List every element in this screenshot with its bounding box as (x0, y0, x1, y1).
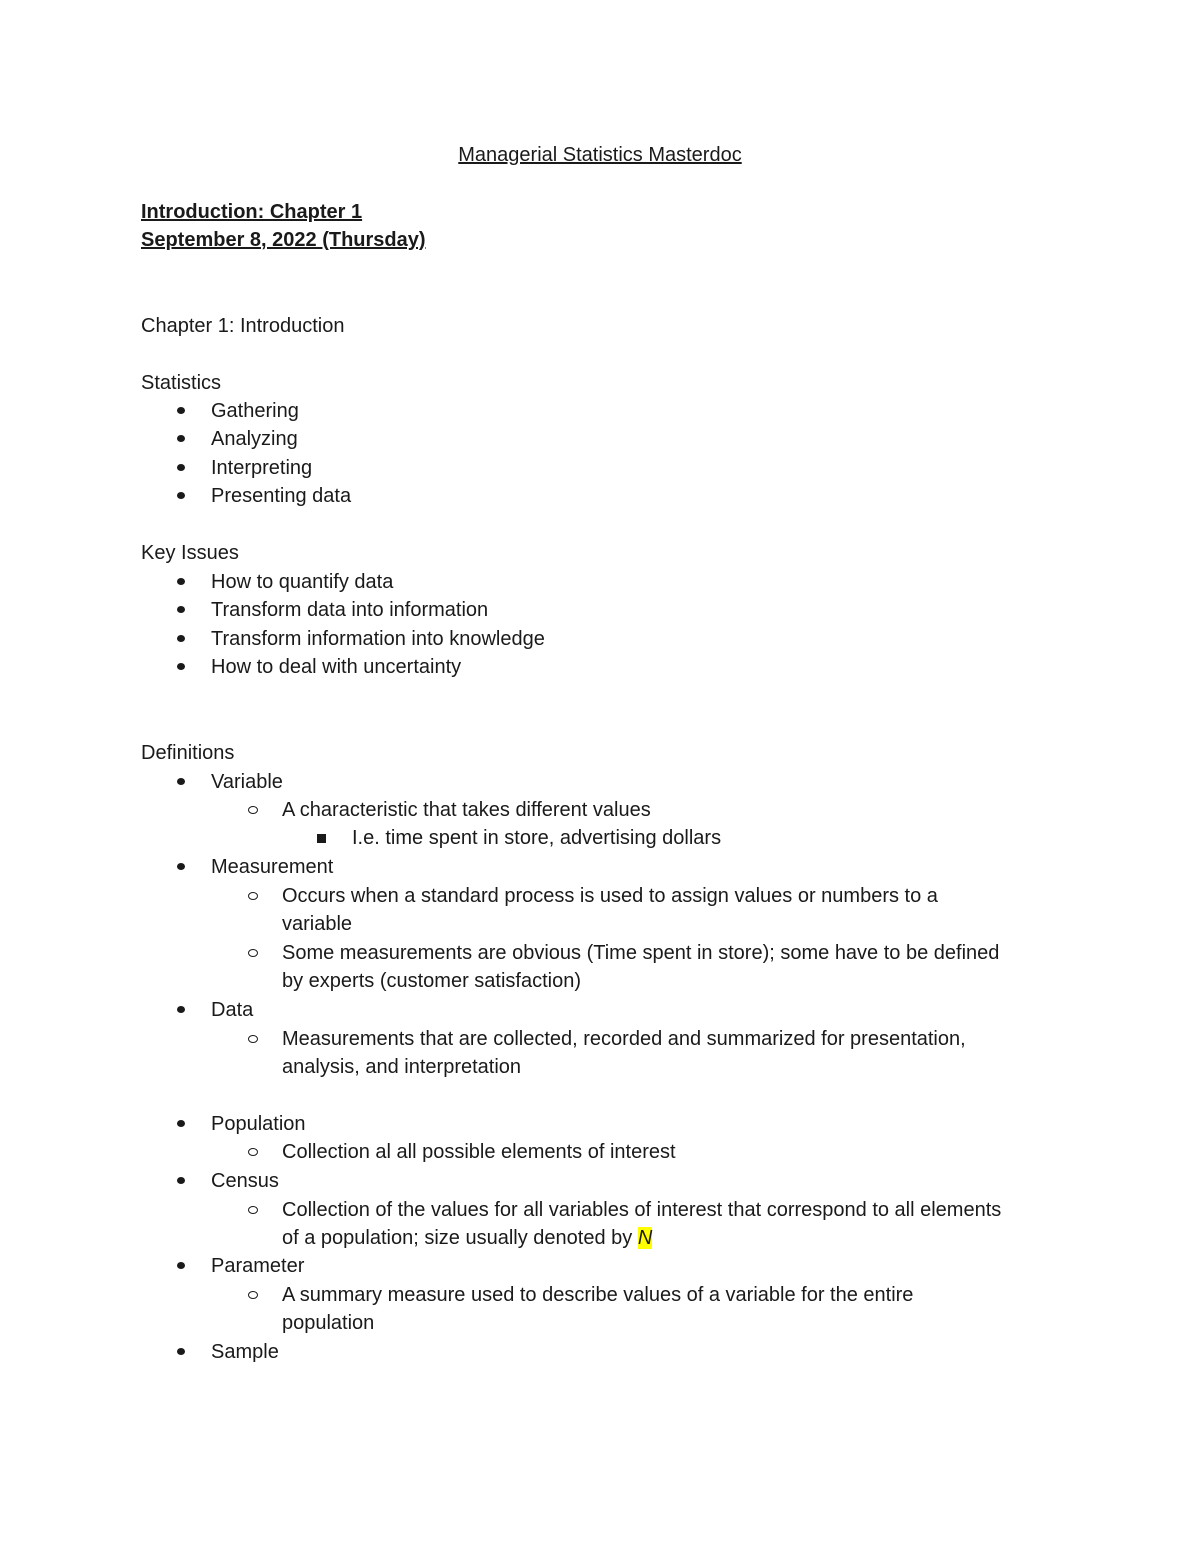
chapter-line: Chapter 1: Introduction (141, 315, 345, 337)
bullet-icon (177, 635, 185, 642)
definition-text: by experts (customer satisfaction) (282, 970, 581, 992)
bullet-icon (177, 1177, 185, 1184)
hollow-bullet-icon (248, 892, 258, 900)
square-bullet-icon (317, 834, 326, 843)
definition-text: population (282, 1312, 375, 1334)
hollow-bullet-icon (248, 806, 258, 814)
hollow-bullet-icon (248, 1035, 258, 1043)
hollow-bullet-icon (248, 1291, 258, 1299)
highlighted-symbol: N (637, 1227, 653, 1249)
list-item: Interpreting (211, 457, 313, 479)
list-item: Presenting data (211, 485, 352, 507)
term-population: Population (211, 1113, 306, 1135)
key-issues-label: Key Issues (141, 542, 239, 564)
bullet-icon (177, 578, 185, 585)
bullet-icon (177, 663, 185, 670)
list-item: Transform information into knowledge (211, 628, 545, 650)
section-heading: Introduction: Chapter 1 (141, 201, 363, 223)
hollow-bullet-icon (248, 949, 258, 957)
bullet-icon (177, 1348, 185, 1355)
bullet-icon (177, 863, 185, 870)
bullet-icon (177, 435, 185, 442)
definition-text: analysis, and interpretation (282, 1056, 522, 1078)
bullet-icon (177, 1120, 185, 1127)
hollow-bullet-icon (248, 1206, 258, 1214)
list-item: How to quantify data (211, 571, 394, 593)
term-parameter: Parameter (211, 1255, 305, 1277)
definition-text: Some measurements are obvious (Time spent in store); some have to be defined (282, 942, 1000, 964)
bullet-icon (177, 1006, 185, 1013)
bullet-icon (177, 778, 185, 785)
definition-text: A summary measure used to describe values of a variable for the entire (282, 1284, 914, 1306)
date-heading: September 8, 2022 (Thursday) (141, 229, 426, 251)
term-census: Census (211, 1170, 279, 1192)
definition-text: Occurs when a standard process is used to assign values or numbers to a (282, 885, 938, 907)
definition-text: A characteristic that takes different values (282, 799, 651, 821)
term-variable: Variable (211, 771, 283, 793)
definition-line (282, 1224, 652, 1252)
statistics-label: Statistics (141, 372, 222, 394)
definitions-label: Definitions (141, 742, 235, 764)
bullet-icon (177, 1262, 185, 1269)
list-item: How to deal with uncertainty (211, 656, 462, 678)
definition-text: of a population; size usually denoted by (282, 1227, 638, 1249)
list-item: Transform data into information (211, 599, 489, 621)
hollow-bullet-icon (248, 1148, 258, 1156)
bullet-icon (177, 407, 185, 414)
list-item: Gathering (211, 400, 299, 422)
term-measurement: Measurement (211, 856, 334, 878)
term-sample: Sample (211, 1341, 279, 1363)
definition-text: Measurements that are collected, recorded and summarized for presentation, (282, 1028, 966, 1050)
definition-text: Collection al all possible elements of interest (282, 1141, 676, 1163)
bullet-icon (177, 492, 185, 499)
definition-text: variable (282, 913, 353, 935)
bullet-icon (177, 464, 185, 471)
example-text: I.e. time spent in store, advertising dollars (352, 827, 722, 849)
document-title: Managerial Statistics Masterdoc (458, 144, 742, 166)
term-data: Data (211, 999, 254, 1021)
definition-text: Collection of the values for all variables of interest that correspond to all elements (282, 1199, 1002, 1221)
bullet-icon (177, 606, 185, 613)
list-item: Analyzing (211, 428, 298, 450)
